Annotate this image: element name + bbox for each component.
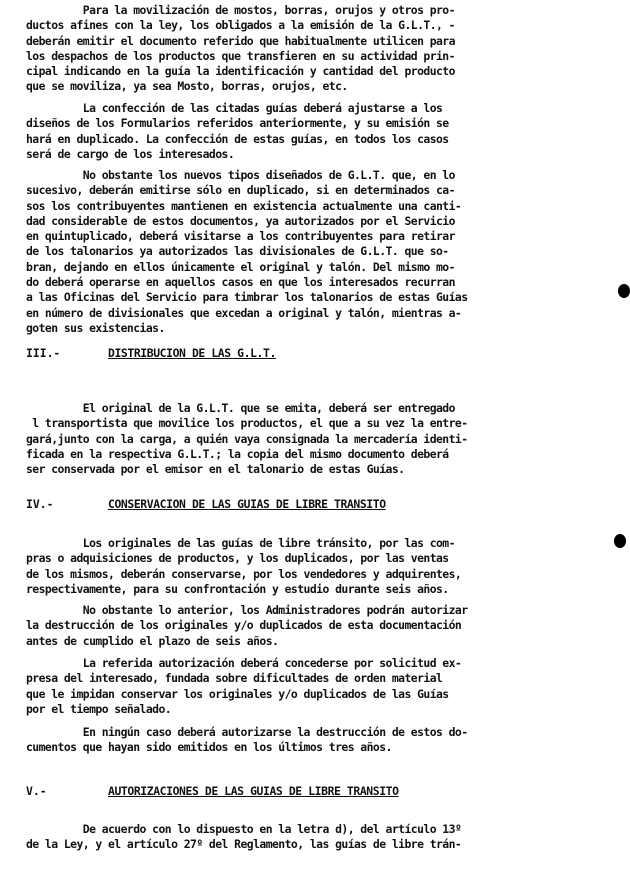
- paragraph-line: los despachos de los productos que transfieren en su actividad prin-: [26, 48, 455, 63]
- section-heading: [26, 784, 399, 798]
- paragraph-line: respectivamente, para su confrontación y estudio durante seis años.: [26, 581, 449, 596]
- paragraph-line: en número de divisionales que excedan a original y talón, mientras a-: [26, 305, 462, 320]
- paragraph-line: a las Oficinas del Servicio para timbrar los talonarios de estas Guías: [26, 290, 468, 305]
- section-number: V.-: [26, 784, 47, 798]
- paragraph: [26, 603, 468, 649]
- punch-hole-mark: [618, 284, 630, 298]
- paragraph: [26, 168, 468, 336]
- section-title: CONSERVACION DE LAS GUIAS DE LIBRE TRANSITO: [108, 497, 386, 511]
- paragraph-line: La confección de las citadas guías deberá ajustarse a los: [26, 101, 443, 115]
- paragraph-line: cumentos que hayan sido emitidos en los últimos tres años.: [26, 740, 392, 755]
- paragraph-line: No obstante lo anterior, los Administradores podrán autorizar: [26, 603, 468, 617]
- section-heading: [26, 346, 276, 360]
- section-title: DISTRIBUCION DE LAS G.L.T.: [108, 346, 276, 360]
- paragraph-line: sos los contribuyentes mantienen en existencia actualmente una canti-: [26, 198, 462, 213]
- section-number: III.-: [26, 346, 61, 360]
- punch-hole-mark: [614, 534, 626, 548]
- paragraph-line: que le impidan conservar los originales y/o duplicados de las Guías: [26, 686, 449, 701]
- paragraph-line: antes de cumplido el plazo de seis años.: [26, 633, 279, 648]
- paragraph-line: la destrucción de los originales y/o duplicados de esta documentación: [26, 618, 462, 633]
- paragraph-line: do deberá operarse en aquellos casos en que los interesados recurran: [26, 275, 455, 290]
- paragraph-line: De acuerdo con lo dispuesto en la letra d), del artículo 13º: [26, 822, 462, 836]
- paragraph-line: gará,junto con la carga, a quién vaya consignada la mercadería identi-: [26, 431, 468, 446]
- paragraph-line: que se moviliza, ya sea Mosto, borras, orujos, etc.: [26, 79, 348, 94]
- paragraph-line: Los originales de las guías de libre tránsito, por las com-: [26, 536, 455, 550]
- paragraph-line: de los talonarios ya autorizados las divisionales de G.L.T. que so-: [26, 244, 449, 259]
- paragraph: [26, 822, 461, 853]
- paragraph-line: en quintuplicado, deberá visitarse a los contribuyentes para retirar: [26, 229, 455, 244]
- paragraph-line: La referida autorización deberá concederse por solicitud ex-: [26, 656, 462, 670]
- section-heading: [26, 497, 386, 511]
- paragraph-line: No obstante los nuevos tipos diseñados de G.L.T. que, en lo: [26, 168, 455, 182]
- paragraph-line: dad considerable de estos documentos, ya autorizados por el Servicio: [26, 213, 455, 228]
- paragraph-line: de los mismos, deberán conservarse, por los vendedores y adquirentes,: [26, 566, 462, 581]
- paragraph-line: pras o adquisiciones de productos, y los duplicados, por las ventas: [26, 551, 449, 566]
- paragraph-line: ductos afines con la ley, los obligados a la emisión de la G.L.T., -: [26, 18, 455, 33]
- paragraph-line: diseños de los Formularios referidos anteriormente, y su emisión se: [26, 116, 449, 131]
- paragraph-line: El original de la G.L.T. que se emita, deberá ser entregado: [26, 401, 455, 415]
- paragraph-line: ser conservada por el emisor en el talonario de estas Guías.: [26, 462, 405, 477]
- paragraph: [26, 656, 461, 717]
- paragraph-line: bran, dejando en ellos únicamente el original y talón. Del mismo mo-: [26, 259, 455, 274]
- paragraph-line: presa del interesado, fundada sobre dificultades de orden material: [26, 671, 443, 686]
- paragraph-line: deberán emitir el documento referido que habitualmente utilicen para: [26, 33, 455, 48]
- paragraph-line: hará en duplicado. La confección de estas guías, en todos los casos: [26, 131, 449, 146]
- paragraph: [26, 536, 461, 597]
- paragraph-line: En ningún caso deberá autorizarse la destrucción de estos do-: [26, 725, 468, 739]
- paragraph-line: goten sus existencias.: [26, 320, 165, 335]
- paragraph-line: ficada en la respectiva G.L.T.; la copia del mismo documento deberá: [26, 446, 449, 461]
- paragraph-line: será de cargo de los interesados.: [26, 146, 235, 161]
- paragraph-line: por el tiempo señalado.: [26, 701, 172, 716]
- paragraph: [26, 101, 449, 162]
- paragraph: [26, 3, 455, 95]
- paragraph-line: Para la movilización de mostos, borras, orujos y otros pro-: [26, 3, 455, 17]
- section-title: AUTORIZACIONES DE LAS GUIAS DE LIBRE TRANSITO: [108, 784, 399, 798]
- paragraph-line: cipal indicando en la guía la identificación y cantidad del producto: [26, 64, 455, 79]
- section-number: IV.-: [26, 497, 54, 511]
- paragraph-line: de la Ley, y el artículo 27º del Reglamento, las guías de libre trán-: [26, 837, 462, 852]
- paragraph-line: sucesivo, deberán emitirse sólo en duplicado, si en determinados ca-: [26, 183, 455, 198]
- paragraph: [26, 725, 468, 756]
- paragraph: [26, 401, 468, 477]
- paragraph-line: l transportista que movilice los productos, el que a su vez la entre-: [26, 416, 468, 431]
